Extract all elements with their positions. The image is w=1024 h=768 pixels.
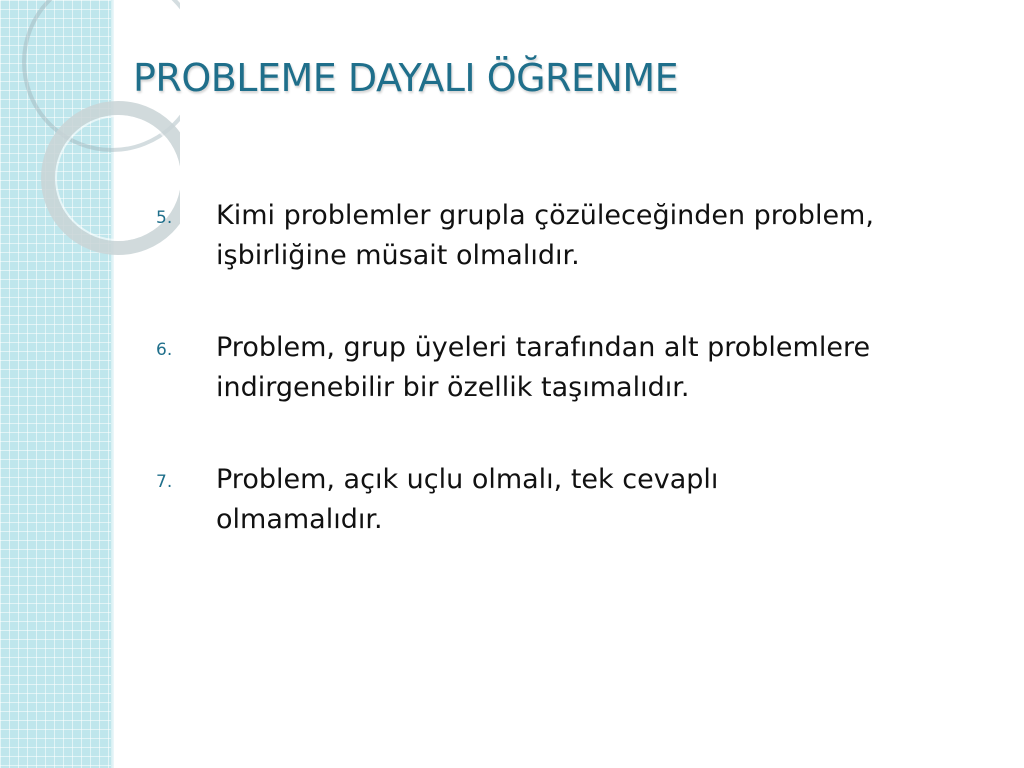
list-item-number: 7. bbox=[156, 472, 173, 492]
list-item-text: Problem, grup üyeleri tarafından alt problemlere indirgenebilir bir özellik taşımalıdır. bbox=[216, 332, 871, 403]
list-item-text: Problem, açık uçlu olmalı, tek cevaplı olmamalıdır. bbox=[216, 464, 719, 535]
list-item-text: Kimi problemler grupla çözüleceğinden problem, işbirliğine müsait olmalıdır. bbox=[216, 200, 874, 271]
list-item-number: 6. bbox=[156, 340, 173, 360]
list-item bbox=[156, 460, 886, 540]
list-item-number: 5. bbox=[156, 208, 173, 228]
list-item bbox=[156, 196, 886, 276]
list-item bbox=[156, 328, 886, 408]
numbered-list bbox=[156, 196, 886, 592]
slide-title: PROBLEME DAYALI ÖĞRENME bbox=[133, 56, 679, 100]
decorative-rings bbox=[0, 0, 180, 280]
